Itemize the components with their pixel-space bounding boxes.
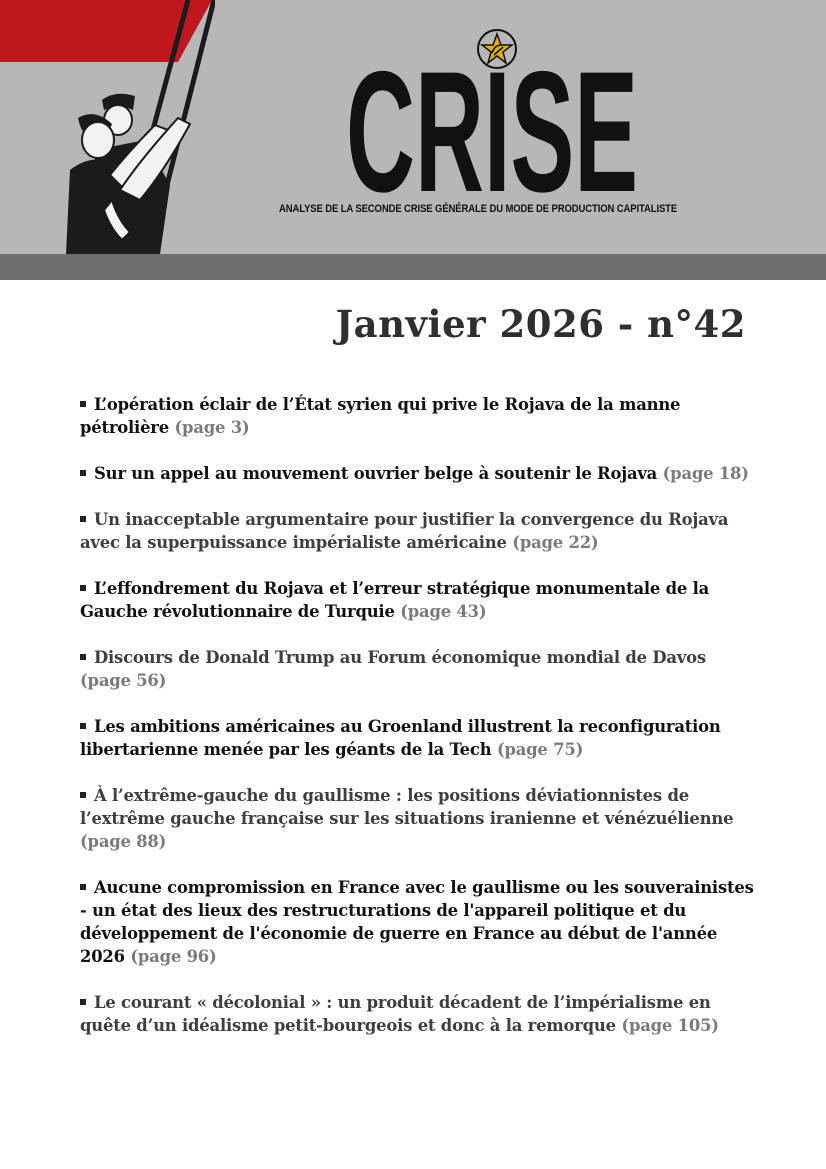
header-bar: [0, 254, 826, 280]
toc-item-title: Le courant « décolonial » : un produit décadent de l’impérialisme en quête d’un idéalisme petit-bourgeois et donc à la remorque: [80, 993, 711, 1035]
bullet-icon: [80, 999, 86, 1005]
toc-item-page: (page 3): [174, 418, 250, 437]
toc-item-title: À l’extrême-gauche du gaullisme : les positions déviationnistes de l’extrême gauche française sur les situations iranienne et vénézuélienne: [80, 786, 734, 828]
tagline: ANALYSE DE LA SECONDE CRISE GÉNÉRALE DU MODE DE PRODUCTION CAPITALISTE: [279, 203, 678, 215]
bullet-icon: [80, 792, 86, 798]
toc-item-page: (page 56): [80, 671, 167, 690]
toc-item-title: Aucune compromission en France avec le gaullisme ou les souverainistes - un état des lieux des restructurations de l'appareil politique et du développement de l'économie de guerre en France au début de l'année 2026: [80, 878, 754, 966]
bullet-icon: [80, 723, 86, 729]
toc-item: [80, 784, 760, 853]
toc-item-title: Sur un appel au mouvement ouvrier belge à soutenir le Rojava: [94, 464, 658, 483]
bullet-icon: [80, 401, 86, 407]
bullet-icon: [80, 585, 86, 591]
bullet-icon: [80, 884, 86, 890]
toc-item-page: (page 43): [400, 602, 487, 621]
crise-logo: [346, 57, 638, 197]
toc-item: [80, 876, 760, 968]
toc-item-page: (page 18): [662, 464, 749, 483]
toc-item-page: (page 96): [130, 947, 217, 966]
issue-title: Janvier 2026 - n°42: [335, 302, 746, 346]
bullet-icon: [80, 470, 86, 476]
toc-item-title: L’effondrement du Rojava et l’erreur stratégique monumentale de la Gauche révolutionnaire de Turquie: [80, 579, 710, 621]
header-banner: [0, 0, 826, 254]
toc-item: [80, 508, 760, 554]
bullet-icon: [80, 654, 86, 660]
toc-item-page: (page 75): [496, 740, 584, 759]
logo-text: CRISE: [346, 57, 638, 197]
toc-item: [80, 577, 760, 623]
toc-item-title: Les ambitions américaines au Groenland illustrent la reconfiguration libertarienne menée par les géants de la Tech: [80, 717, 721, 759]
bullet-icon: [80, 516, 86, 522]
toc-item-page: (page 105): [621, 1016, 719, 1035]
toc-item-title: Discours de Donald Trump au Forum économique mondial de Davos: [94, 648, 706, 667]
toc-item-title: Un inacceptable argumentaire pour justifier la convergence du Rojava avec la superpuissance impérialiste américaine: [80, 510, 729, 552]
table-of-contents: [80, 393, 760, 1060]
toc-item: [80, 462, 760, 485]
toc-item: [80, 646, 760, 692]
toc-item-page: (page 22): [512, 533, 599, 552]
toc-item: [80, 715, 760, 761]
toc-item: [80, 393, 760, 439]
toc-item-page: (page 88): [80, 832, 167, 851]
toc-item-title: L’opération éclair de l’État syrien qui prive le Rojava de la manne pétrolière: [80, 395, 681, 437]
flag-bearers-illustration: [0, 0, 215, 254]
toc-item: [80, 991, 760, 1037]
